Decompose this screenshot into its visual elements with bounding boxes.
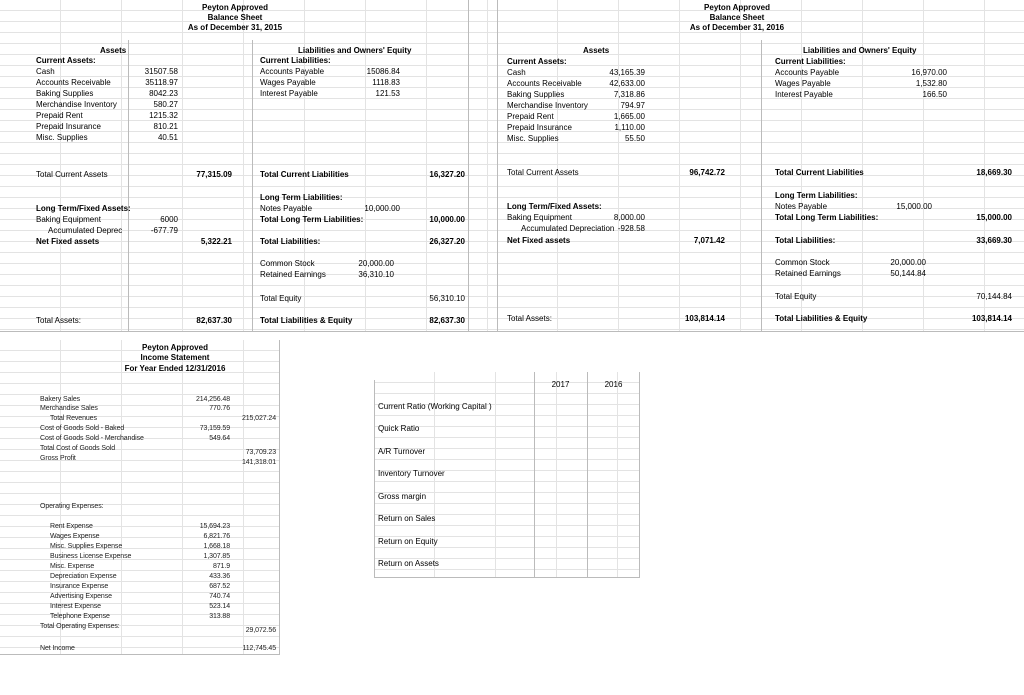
total-equity-value: 56,310.10 (429, 294, 465, 303)
retained-earnings-label: Retained Earnings (260, 270, 326, 279)
expense-label: Interest Expense (50, 603, 101, 610)
expense-value: 6,821.76 (203, 533, 230, 540)
current-assets-label: Current Assets: (507, 57, 567, 66)
long-term-liabilities-label: Long Term Liabilities: (775, 191, 858, 200)
long-term-liabilities-label: Long Term Liabilities: (260, 193, 343, 202)
asset-value: 1,665.00 (613, 112, 645, 121)
asset-label: Merchandise Inventory (507, 101, 588, 110)
total-current-liabilities-label: Total Current Liabilities (260, 170, 349, 179)
retained-earnings-label: Retained Earnings (775, 269, 841, 278)
expense-value: 687.52 (209, 583, 230, 590)
asset-label: Merchandise Inventory (36, 100, 117, 109)
ratio-row: Return on Equity (378, 537, 438, 546)
asset-value: 35118.97 (145, 78, 178, 87)
net-income-label: Net Income (40, 645, 75, 652)
total-assets-label: Total Assets: (36, 316, 81, 325)
total-current-assets-label: Total Current Assets (36, 170, 108, 179)
accumulated-depreciation-value: -677.79 (150, 226, 178, 235)
gross-profit-label: Gross Profit (40, 455, 76, 462)
liabilities-header: Liabilities and Owners' Equity (803, 46, 917, 55)
asset-label: Accounts Receivable (507, 79, 582, 88)
notes-payable-label: Notes Payable (260, 204, 313, 213)
liability-label: Wages Payable (775, 79, 831, 88)
liabilities-header: Liabilities and Owners' Equity (298, 46, 412, 55)
notes-payable-label: Notes Payable (775, 202, 828, 211)
total-operating-expenses-value: 29,072.56 (245, 627, 276, 634)
asset-label: Baking Supplies (507, 90, 565, 99)
baking-equipment-value: 8,000.00 (613, 213, 645, 222)
accumulated-depreciation-label: Accumulated Deprec (48, 226, 123, 235)
ratio-table (374, 372, 640, 578)
assets-header: Assets (100, 46, 127, 55)
current-liabilities-label: Current Liabilities: (775, 57, 846, 66)
statement-date: As of December 31, 2015 (187, 23, 283, 32)
liability-value: 15086.84 (366, 67, 400, 76)
liability-label: Wages Payable (260, 78, 316, 87)
expense-value: 871.9 (212, 563, 230, 570)
liability-label: Interest Payable (260, 89, 318, 98)
cogs-value: 549.64 (209, 435, 230, 442)
asset-label: Misc. Supplies (507, 134, 559, 143)
cogs-value: 73,159.59 (199, 425, 230, 432)
total-liabilities-equity-value: 82,637.30 (429, 316, 465, 325)
net-fixed-assets-label: Net Fixed assets (507, 236, 571, 245)
asset-value: 31507.58 (144, 67, 178, 76)
total-revenues-value: 215,027.24 (241, 415, 276, 422)
common-stock-label: Common Stock (260, 259, 315, 268)
total-equity-value: 70,144.84 (976, 292, 1012, 301)
statement-date: As of December 31, 2016 (689, 23, 785, 32)
total-revenues-label: Total Revenues (50, 415, 97, 422)
total-current-assets-value: 77,315.09 (196, 170, 232, 179)
notes-payable-value: 10,000.00 (364, 204, 400, 213)
expense-label: Misc. Supplies Expense (50, 543, 123, 550)
common-stock-value: 20,000.00 (358, 259, 394, 268)
total-liabilities-label: Total Liabilities: (775, 236, 836, 245)
liability-value: 1,532.80 (915, 79, 947, 88)
liability-value: 121.53 (375, 89, 400, 98)
operating-expenses-label: Operating Expenses: (40, 503, 104, 510)
notes-payable-value: 15,000.00 (896, 202, 932, 211)
total-cogs-value: 73,709.23 (245, 449, 276, 456)
total-equity-label: Total Equity (775, 292, 817, 301)
company-name: Peyton Approved (142, 343, 208, 352)
total-current-assets-label: Total Current Assets (507, 168, 579, 177)
total-current-liabilities-label: Total Current Liabilities (775, 168, 864, 177)
total-current-liabilities-value: 18,669.30 (976, 168, 1012, 177)
cogs-label: Cost of Goods Sold - Merchandise (40, 435, 144, 442)
net-income-value: 112,745.45 (242, 645, 276, 652)
asset-value: 8042.23 (149, 89, 178, 98)
liability-value: 1118.83 (372, 78, 400, 87)
ratio-row: Current Ratio (Working Capital ) (378, 402, 492, 411)
asset-label: Cash (36, 67, 55, 76)
asset-label: Misc. Supplies (36, 133, 88, 142)
total-long-term-liabilities-label: Total Long Term Liabilities: (775, 213, 879, 222)
expense-label: Rent Expense (50, 523, 93, 530)
total-equity-label: Total Equity (260, 294, 302, 303)
expense-label: Wages Expense (50, 533, 100, 540)
baking-equipment-label: Baking Equipment (507, 213, 572, 222)
expense-label: Depreciation Expense (50, 573, 117, 580)
ratio-row: A/R Turnover (378, 447, 426, 456)
asset-value: 55.50 (624, 134, 645, 143)
total-liabilities-value: 26,327.20 (429, 237, 465, 246)
asset-label: Baking Supplies (36, 89, 94, 98)
gross-profit-value: 141,318.01 (241, 459, 276, 466)
statement-title: Balance Sheet (207, 13, 263, 22)
total-long-term-liabilities-label: Total Long Term Liabilities: (260, 215, 364, 224)
long-term-assets-label: Long Term/Fixed Assets: (36, 204, 131, 213)
asset-value: 1215.32 (149, 111, 178, 120)
ratio-row: Gross margin (378, 492, 427, 501)
asset-value: 40.51 (157, 133, 178, 142)
asset-value: 7,318.86 (613, 90, 645, 99)
asset-value: 580.27 (153, 100, 178, 109)
ratio-row: Quick Ratio (378, 424, 420, 433)
statement-title: Income Statement (140, 353, 210, 362)
common-stock-value: 20,000.00 (890, 258, 926, 267)
liability-label: Accounts Payable (775, 68, 840, 77)
asset-value: 794.97 (620, 101, 645, 110)
revenue-label: Bakery Sales (40, 396, 81, 403)
long-term-assets-label: Long Term/Fixed Assets: (507, 202, 602, 211)
liability-value: 16,970.00 (911, 68, 947, 77)
expense-value: 740.74 (209, 593, 230, 600)
expense-label: Advertising Expense (50, 593, 112, 600)
total-cogs-label: Total Cost of Goods Sold (40, 445, 116, 452)
year-2017-header: 2017 (551, 380, 570, 389)
total-liabilities-equity-label: Total Liabilities & Equity (775, 314, 868, 323)
expense-label: Telephone Expense (50, 613, 110, 620)
balance-sheet-2015 (0, 0, 497, 332)
baking-equipment-label: Baking Equipment (36, 215, 101, 224)
net-fixed-assets-value: 7,071.42 (693, 236, 725, 245)
asset-value: 42,633.00 (609, 79, 645, 88)
asset-label: Cash (507, 68, 526, 77)
statement-period: For Year Ended 12/31/2016 (124, 364, 226, 373)
total-assets-value: 103,814.14 (684, 314, 725, 323)
asset-value: 43,165.39 (609, 68, 645, 77)
retained-earnings-value: 50,144.84 (890, 269, 926, 278)
revenue-value: 770.76 (209, 405, 230, 412)
net-fixed-assets-label: Net Fixed assets (36, 237, 100, 246)
revenue-label: Merchandise Sales (40, 405, 98, 412)
asset-label: Prepaid Insurance (507, 123, 572, 132)
statement-title: Balance Sheet (709, 13, 765, 22)
year-2016-header: 2016 (604, 380, 623, 389)
expense-label: Business License Expense (50, 553, 132, 560)
expense-value: 433.36 (209, 573, 230, 580)
expense-value: 1,307.85 (203, 553, 230, 560)
total-liabilities-equity-label: Total Liabilities & Equity (260, 316, 353, 325)
total-liabilities-label: Total Liabilities: (260, 237, 321, 246)
ratio-row: Inventory Turnover (378, 469, 445, 478)
total-long-term-liabilities-value: 15,000.00 (976, 213, 1012, 222)
accumulated-depreciation-value: -928.58 (617, 224, 645, 233)
accumulated-depreciation-label: Accumulated Depreciation (521, 224, 615, 233)
retained-earnings-value: 36,310.10 (358, 270, 394, 279)
ratio-row: Return on Sales (378, 514, 436, 523)
total-liabilities-value: 33,669.30 (976, 236, 1012, 245)
liability-value: 166.50 (922, 90, 947, 99)
current-assets-label: Current Assets: (36, 56, 96, 65)
liability-label: Accounts Payable (260, 67, 325, 76)
asset-label: Prepaid Rent (507, 112, 554, 121)
ratio-row: Return on Assets (378, 559, 439, 568)
total-current-assets-value: 96,742.72 (689, 168, 725, 177)
expense-value: 1,668.18 (203, 543, 230, 550)
asset-value: 810.21 (153, 122, 178, 131)
company-name: Peyton Approved (202, 3, 268, 12)
company-name: Peyton Approved (704, 3, 770, 12)
expense-label: Misc. Expense (50, 563, 95, 570)
current-liabilities-label: Current Liabilities: (260, 56, 331, 65)
net-fixed-assets-value: 5,322.21 (200, 237, 232, 246)
asset-value: 1,110.00 (614, 123, 645, 132)
common-stock-label: Common Stock (775, 258, 830, 267)
total-current-liabilities-value: 16,327.20 (429, 170, 465, 179)
balance-sheet-2016 (497, 0, 1024, 332)
baking-equipment-value: 6000 (160, 215, 178, 224)
expense-value: 313.88 (209, 613, 230, 620)
assets-header: Assets (583, 46, 610, 55)
total-assets-value: 82,637.30 (196, 316, 232, 325)
expense-value: 523.14 (209, 603, 230, 610)
expense-label: Insurance Expense (50, 583, 109, 590)
cogs-label: Cost of Goods Sold - Baked (40, 425, 125, 432)
asset-label: Accounts Receivable (36, 78, 111, 87)
revenue-value: 214,256.48 (195, 396, 230, 403)
expense-value: 15,694.23 (199, 523, 230, 530)
total-liabilities-equity-value: 103,814.14 (971, 314, 1012, 323)
asset-label: Prepaid Rent (36, 111, 83, 120)
asset-label: Prepaid Insurance (36, 122, 101, 131)
total-assets-label: Total Assets: (507, 314, 552, 323)
liability-label: Interest Payable (775, 90, 833, 99)
income-statement (0, 340, 280, 655)
total-operating-expenses-label: Total Operating Expenses: (40, 623, 120, 630)
total-long-term-liabilities-value: 10,000.00 (429, 215, 465, 224)
